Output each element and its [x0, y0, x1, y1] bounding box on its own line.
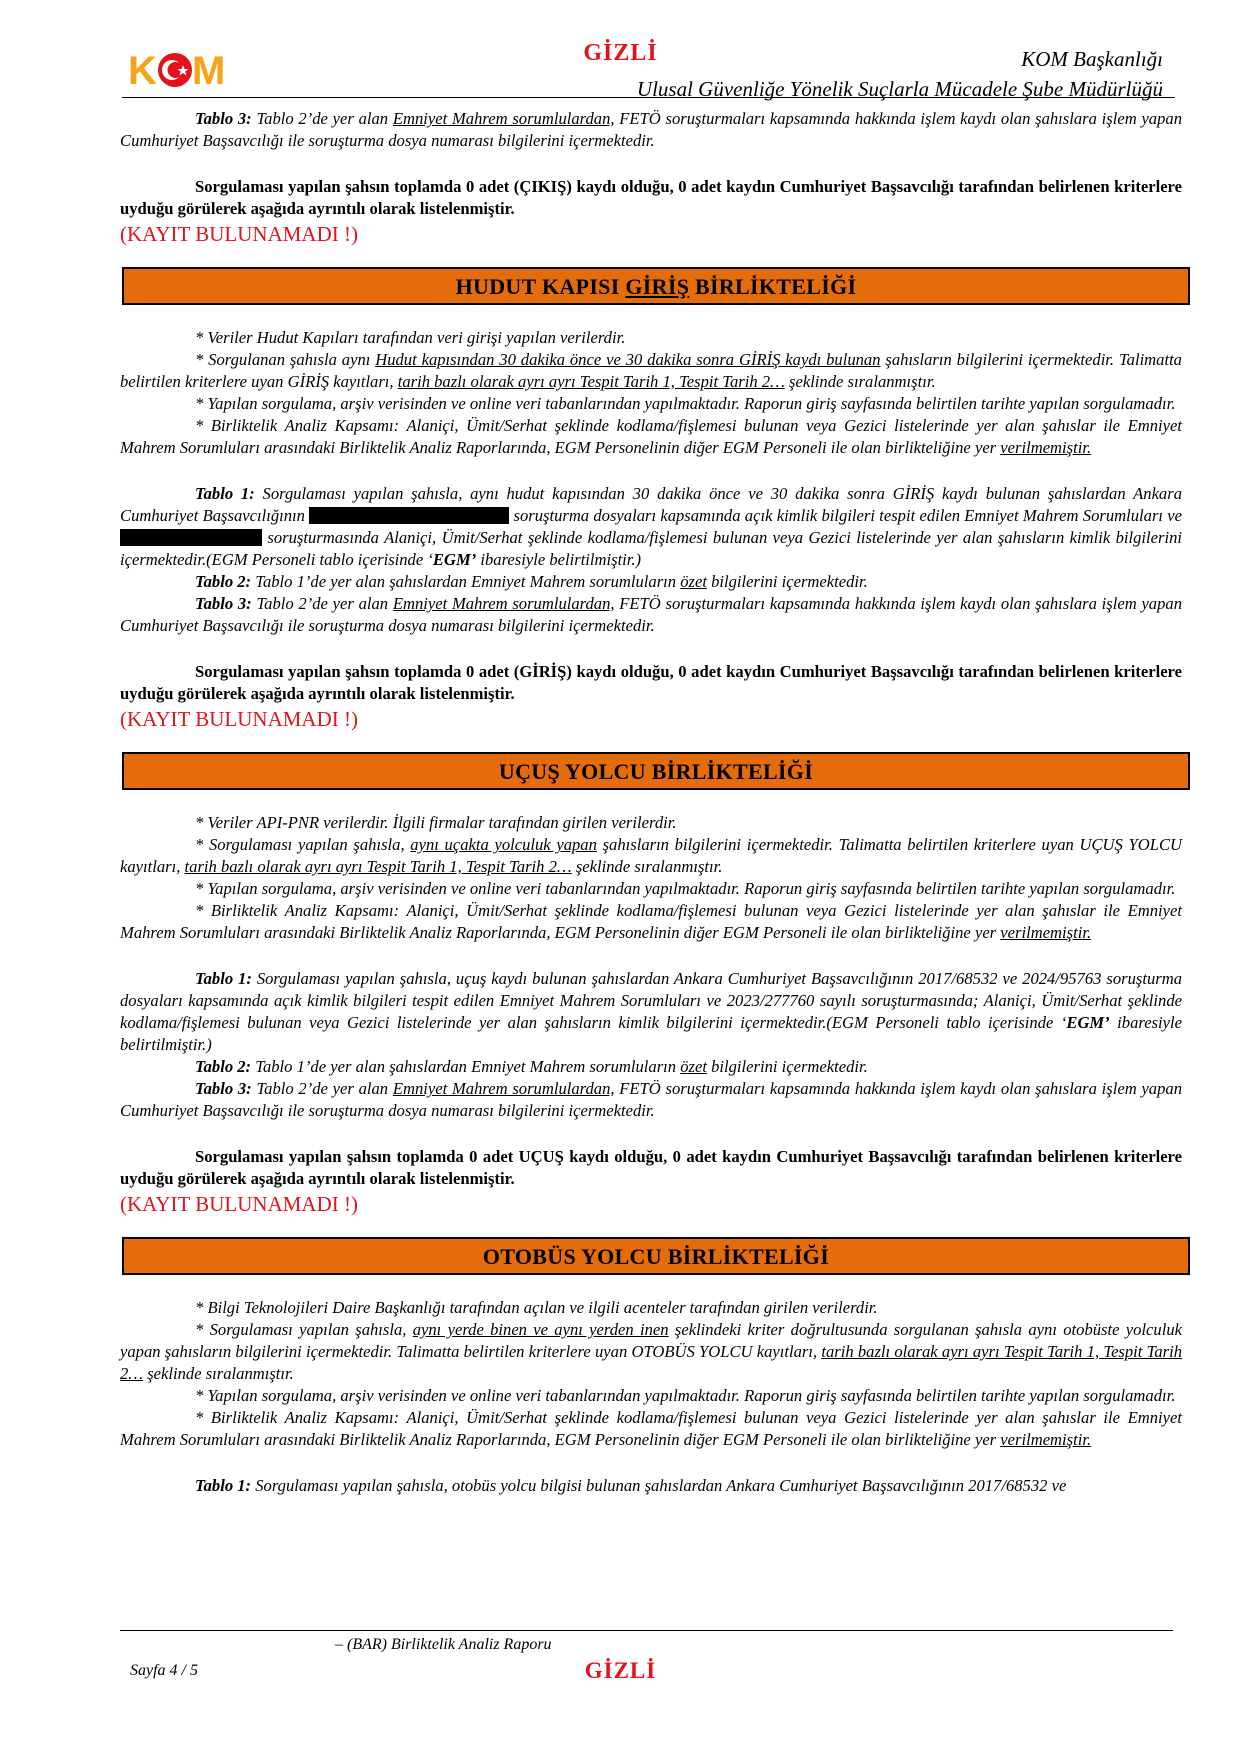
s3-bullet-4: * Birliktelik Analiz Kapsamı: Alaniçi, Ümit/Serhat şeklinde kodlama/fişlemesi bulunan veya Gezici listelerinde yer alan şahıslar ile Emniyet Mahrem Sorumluları arasındaki Birliktelik Analiz Raporlarında, EGM Personelinin diğer EGM Personeli ile olan birlikteliğine yer verilmemiştir.	[120, 1408, 1182, 1449]
s1-bullet-1: * Veriler Hudut Kapıları tarafından veri girişi yapılan verilerdir.	[195, 328, 626, 347]
s1-bullet-4: * Birliktelik Analiz Kapsamı: Alaniçi, Ümit/Serhat şeklinde kodlama/fişlemesi bulunan veya Gezici listelerinde yer alan şahıslar ile Emniyet Mahrem Sorumluları arasındaki Birliktelik Analiz Raporlarında, EGM Personelinin diğer EGM Personeli ile olan birlikteliğine yer verilmemiştir.	[120, 416, 1182, 457]
section-banner-hudut-giris: HUDUT KAPISI GİRİŞ BİRLİKTELİĞİ	[122, 267, 1190, 305]
svg-text:K: K	[128, 49, 157, 92]
header-divider	[122, 97, 1175, 98]
document-body	[120, 108, 1182, 1497]
s2-tablo2: Tablo 2: Tablo 1’de yer alan şahıslardan Emniyet Mahrem sorumluların özet bilgilerini içermektedir.	[195, 1057, 868, 1076]
redaction-bar	[120, 529, 262, 546]
s1-bullet-2: * Sorgulanan şahısla aynı Hudut kapısından 30 dakika önce ve 30 dakika sonra GİRİŞ kaydı bulunan şahısların bilgilerini içermektedir. Talimatta belirtilen kriterlere uyan GİRİŞ kayıtları, tarih bazlı olarak ayrı ayrı Tespit Tarih 1, Tespit Tarih 2… şeklinde sıralanmıştır.	[120, 350, 1182, 391]
s2-bullet-2: * Sorgulaması yapılan şahısla, aynı uçakta yolculuk yapan şahısların bilgilerini içermektedir. Talimatta belirtilen kriterlere uyan UÇUŞ YOLCU kayıtları, tarih bazlı olarak ayrı ayrı Tespit Tarih 1, Tespit Tarih 2… şeklinde sıralanmıştır.	[120, 835, 1182, 876]
s1-summary: Sorgulaması yapılan şahsın toplamda 0 adet (GİRİŞ) kaydı olduğu, 0 adet kaydın Cumhuriyet Başsavcılığı tarafından belirlenen kriterlere uyduğu görülerek aşağıda ayrıntılı olarak listelenmiştir.	[120, 662, 1182, 703]
s1-no-record: (KAYIT BULUNAMADI !)	[120, 707, 358, 731]
section-banner-ucus-yolcu: UÇUŞ YOLCU BİRLİKTELİĞİ	[122, 752, 1190, 790]
redaction-bar	[309, 507, 509, 524]
s2-summary: Sorgulaması yapılan şahsın toplamda 0 adet UÇUŞ kaydı olduğu, 0 adet kaydın Cumhuriyet Başsavcılığı tarafından belirlenen kriterlere uyduğu görülerek aşağıda ayrıntılı olarak listelenmiştir.	[120, 1147, 1182, 1188]
s3-tablo1: Tablo 1: Sorgulaması yapılan şahısla, otobüs yolcu bilgisi bulunan şahıslardan Ankara Cumhuriyet Başsavcılığının 2017/68532 ve	[195, 1476, 1067, 1495]
s2-tablo3: Tablo 3: Tablo 2’de yer alan Emniyet Mahrem sorumlulardan, FETÖ soruşturmaları kapsamında hakkında işlem kaydı olan şahıslara işlem yapan Cumhuriyet Başsavcılığı ile soruşturma dosya numarası bilgilerini içermektedir.	[120, 1079, 1182, 1120]
s1-tablo1: Tablo 1: Sorgulaması yapılan şahısla, aynı hudut kapısından 30 dakika önce ve 30 dakika sonra GİRİŞ kaydı bulunan şahıslardan Ankara Cumhuriyet Başsavcılığının soruşturma dosyaları kapsamında açık kimlik bilgileri tespit edilen Emniyet Mahrem Sorumluları ve soruşturmasında Alaniçi, Ümit/Serhat şeklinde kodlama/fişlemesi bulunan veya Gezici listelerinde yer alan şahısların kimlik bilgilerini içermektedir.(EGM Personeli tablo içerisinde ‘EGM’ ibaresiyle belirtilmiştir.)	[120, 484, 1183, 569]
s1-tablo3: Tablo 3: Tablo 2’de yer alan Emniyet Mahrem sorumlulardan, FETÖ soruşturmaları kapsamında hakkında işlem kaydı olan şahıslara işlem yapan Cumhuriyet Başsavcılığı ile soruşturma dosya numarası bilgilerini içermektedir.	[120, 594, 1182, 635]
s3-bullet-1: * Bilgi Teknolojileri Daire Başkanlığı tarafından açılan ve ilgili acenteler tarafından girilen verilerdir.	[195, 1298, 878, 1317]
footer-divider	[120, 1630, 1173, 1631]
s3-bullet-3: * Yapılan sorgulama, arşiv verisinden ve online veri tabanlarından yapılmaktadır. Raporun giriş sayfasında belirtilen tarihte yapılan sorgulamadır.	[195, 1386, 1176, 1405]
report-name: – (BAR) Birliktelik Analiz Raporu	[335, 1636, 552, 1653]
s2-bullet-3: * Yapılan sorgulama, arşiv verisinden ve online veri tabanlarından yapılmaktadır. Raporun giriş sayfasında belirtilen tarihte yapılan sorgulamadır.	[195, 879, 1176, 898]
top-no-record: (KAYIT BULUNAMADI !)	[120, 222, 358, 246]
page-number: Sayfa 4 / 5	[130, 1662, 198, 1679]
org-line-2: Ulusal Güvenliğe Yönelik Suçlarla Mücadele Şube Müdürlüğü	[636, 77, 1163, 101]
s1-tablo2: Tablo 2: Tablo 1’de yer alan şahıslardan Emniyet Mahrem sorumluların özet bilgilerini içermektedir.	[195, 572, 868, 591]
section-banner-otobus-yolcu: OTOBÜS YOLCU BİRLİKTELİĞİ	[122, 1237, 1190, 1275]
s2-tablo1: Tablo 1: Sorgulaması yapılan şahısla, uçuş kaydı bulunan şahıslardan Ankara Cumhuriyet Başsavcılığının 2017/68532 ve 2024/95763 soruşturma dosyaları kapsamında açık kimlik bilgileri tespit edilen Emniyet Mahrem Sorumluları ve 2023/277760 sayılı soruşturmasında; Alaniçi, Ümit/Serhat şeklinde kodlama/fişlemesi bulunan veya Gezici listelerinde yer alan şahısların kimlik bilgilerini içermektedir.(EGM Personeli tablo içerisinde ‘EGM’ ibaresiyle belirtilmiştir.)	[120, 969, 1182, 1054]
top-summary: Sorgulaması yapılan şahsın toplamda 0 adet (ÇIKIŞ) kaydı olduğu, 0 adet kaydın Cumhuriyet Başsavcılığı tarafından belirlenen kriterlere uyduğu görülerek aşağıda ayrıntılı olarak listelenmiştir.	[120, 177, 1182, 218]
svg-text:M: M	[192, 49, 226, 92]
s2-bullet-1: * Veriler API-PNR verilerdir. İlgili firmalar tarafından girilen verilerdir.	[195, 813, 677, 832]
s1-bullet-3: * Yapılan sorgulama, arşiv verisinden ve online veri tabanlarından yapılmaktadır. Raporun giriş sayfasında belirtilen tarihte yapılan sorgulamadır.	[195, 394, 1176, 413]
org-line-1: KOM Başkanlığı	[1021, 47, 1163, 71]
organization-header	[637, 44, 1163, 104]
classification-footer: GİZLİ	[584, 1658, 657, 1683]
top-tablo3: Tablo 3: Tablo 2’de yer alan Emniyet Mahrem sorumlulardan, FETÖ soruşturmaları kapsamında hakkında işlem kaydı olan şahıslara işlem yapan Cumhuriyet Başsavcılığı ile soruşturma dosya numarası bilgilerini içermektedir.	[120, 109, 1182, 150]
classification-header: GİZLİ	[583, 40, 658, 66]
s2-no-record: (KAYIT BULUNAMADI !)	[120, 1192, 358, 1216]
s3-bullet-2: * Sorgulaması yapılan şahısla, aynı yerde binen ve aynı yerden inen şeklindeki kriter doğrultusunda sorgulanan şahısla aynı otobüste yolculuk yapan şahısların bilgilerini içermektedir. Talimatta belirtilen kriterlere uyan OTOBÜS YOLCU kayıtları, tarih bazlı olarak ayrı ayrı Tespit Tarih 1, Tespit Tarih 2… şeklinde sıralanmıştır.	[120, 1320, 1182, 1383]
s2-bullet-4: * Birliktelik Analiz Kapsamı: Alaniçi, Ümit/Serhat şeklinde kodlama/fişlemesi bulunan veya Gezici listelerinde yer alan şahıslar ile Emniyet Mahrem Sorumluları arasındaki Birliktelik Analiz Raporlarında, EGM Personelinin diğer EGM Personeli ile olan birlikteliğine yer verilmemiştir.	[120, 901, 1182, 942]
